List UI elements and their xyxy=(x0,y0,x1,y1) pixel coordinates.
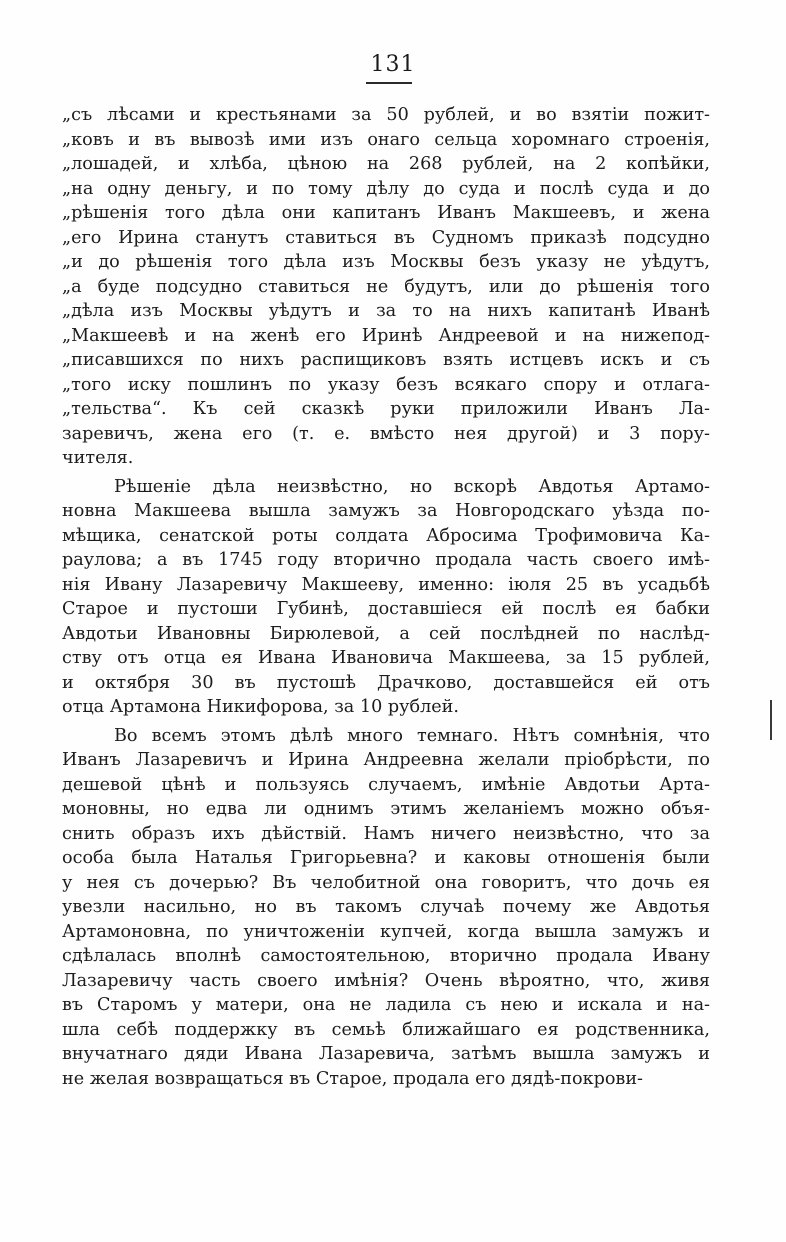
page-number-underline xyxy=(366,82,412,84)
paragraph xyxy=(62,103,710,471)
text-line: раулова; а въ 1745 году вторично продала часть своего имѣ- xyxy=(62,550,710,570)
text-line: Рѣшеніе дѣла неизвѣстно, но вскорѣ Авдотья Артамо- xyxy=(114,476,710,497)
text-line: сдѣлалась вполнѣ самостоятельною, вторично продала Ивану xyxy=(62,946,710,966)
text-line: и октября 30 въ пустошѣ Драчково, доставшейся ей отъ xyxy=(62,672,710,693)
text-line: „а буде подсудно ставиться не будутъ, или до рѣшенія того xyxy=(62,276,710,297)
text-line: „писавшихся по нихъ распищиковъ взять истцевъ искъ и съ xyxy=(62,350,710,370)
text-line: новна Макшеева вышла замужъ за Новгородскаго уѣзда по- xyxy=(62,501,710,521)
text-line: особа была Наталья Григорьевна? и каковы отношенія были xyxy=(62,848,710,868)
text-line: внучатнаго дяди Ивана Лазаревича, затѣмъ вышла замужъ и xyxy=(62,1044,710,1064)
text-line: у нея съ дочерью? Въ челобитной она говоритъ, что дочь ея xyxy=(62,872,710,893)
text-line: „и до рѣшенія того дѣла изъ Москвы безъ указу не уѣдутъ, xyxy=(62,252,710,272)
text-line: „Макшеевѣ и на женѣ его Иринѣ Андреевой и на нижепод- xyxy=(62,325,710,346)
text-line: Во всемъ этомъ дѣлѣ много темнаго. Нѣтъ сомнѣнія, что xyxy=(114,725,710,746)
text-line: Авдотьи Ивановны Бирюлевой, а сей послѣдней по наслѣд- xyxy=(62,623,710,644)
text-line: увезли насильно, но въ такомъ случаѣ почему же Авдотья xyxy=(62,897,710,917)
text-line: не желая возвращаться въ Старое, продала его дядѣ-покрови- xyxy=(62,1068,644,1089)
text-line: ству отъ отца ея Ивана Ивановича Макшеева, за 15 рублей, xyxy=(62,648,710,668)
text-line: „тельства“. Къ сей сказкѣ руки приложили Иванъ Ла- xyxy=(62,399,710,419)
text-line: чителя. xyxy=(62,448,134,468)
text-line: „дѣла изъ Москвы уѣдутъ и за то на нихъ капитанѣ Иванѣ xyxy=(62,301,710,321)
text-line: Артамоновна, по уничтоженіи купчей, когда вышла замужъ и xyxy=(62,921,710,942)
text-line: „рѣшенія того дѣла они капитанъ Иванъ Макшеевъ, и жена xyxy=(62,203,710,223)
text-line: „ковъ и въ вывозѣ ими изъ онаго сельца хоромнаго строенія, xyxy=(62,129,710,150)
text-line: въ Старомъ у матери, она не ладила съ нею и искала и на- xyxy=(62,995,710,1015)
text-line: нія Ивану Лазаревичу Макшееву, именно: іюля 25 въ усадьбѣ xyxy=(62,574,710,595)
text-line: мѣщика, сенатской роты солдата Абросима Трофимовича Ка- xyxy=(62,525,710,546)
text-line: дешевой цѣнѣ и пользуясь случаемъ, имѣніе Авдотьи Арта- xyxy=(62,774,710,795)
margin-scan-mark xyxy=(770,700,772,740)
paragraph xyxy=(62,724,710,1092)
text-line: „его Ирина станутъ ставиться въ Судномъ приказѣ подсудно xyxy=(62,227,710,248)
text-line: „съ лѣсами и крестьянами за 50 рублей, и во взятіи пожит- xyxy=(62,105,710,125)
text-line: „того иску пошлинъ по указу безъ всякаго спору и отлага- xyxy=(62,374,710,395)
text-line: „на одну деньгу, и по тому дѣлу до суда и послѣ суда и до xyxy=(62,178,710,199)
body-text xyxy=(62,103,710,1091)
text-line: снить образъ ихъ дѣйствій. Намъ ничего неизвѣстно, что за xyxy=(62,823,710,844)
text-line: „лошадей, и хлѣба, цѣною на 268 рублей, на 2 копѣйки, xyxy=(62,154,710,174)
text-line: Лазаревичу часть своего имѣнія? Очень вѣроятно, что, живя xyxy=(62,970,710,991)
text-line: моновны, но едва ли однимъ этимъ желаніемъ можно объя- xyxy=(62,799,710,819)
page-number: 131 xyxy=(370,52,416,77)
text-line: Иванъ Лазаревичъ и Ирина Андреевна желали пріобрѣсти, по xyxy=(62,750,710,770)
text-line: заревичъ, жена его (т. е. вмѣсто нея другой) и 3 пору- xyxy=(62,423,710,444)
text-line: Старое и пустоши Губинѣ, доставшіеся ей послѣ ея бабки xyxy=(62,599,710,619)
text-line: отца Артамона Никифорова, за 10 рублей. xyxy=(62,697,459,717)
text-line: шла себѣ поддержку въ семьѣ ближайшаго ея родственника, xyxy=(62,1019,710,1040)
paragraph xyxy=(62,475,710,720)
